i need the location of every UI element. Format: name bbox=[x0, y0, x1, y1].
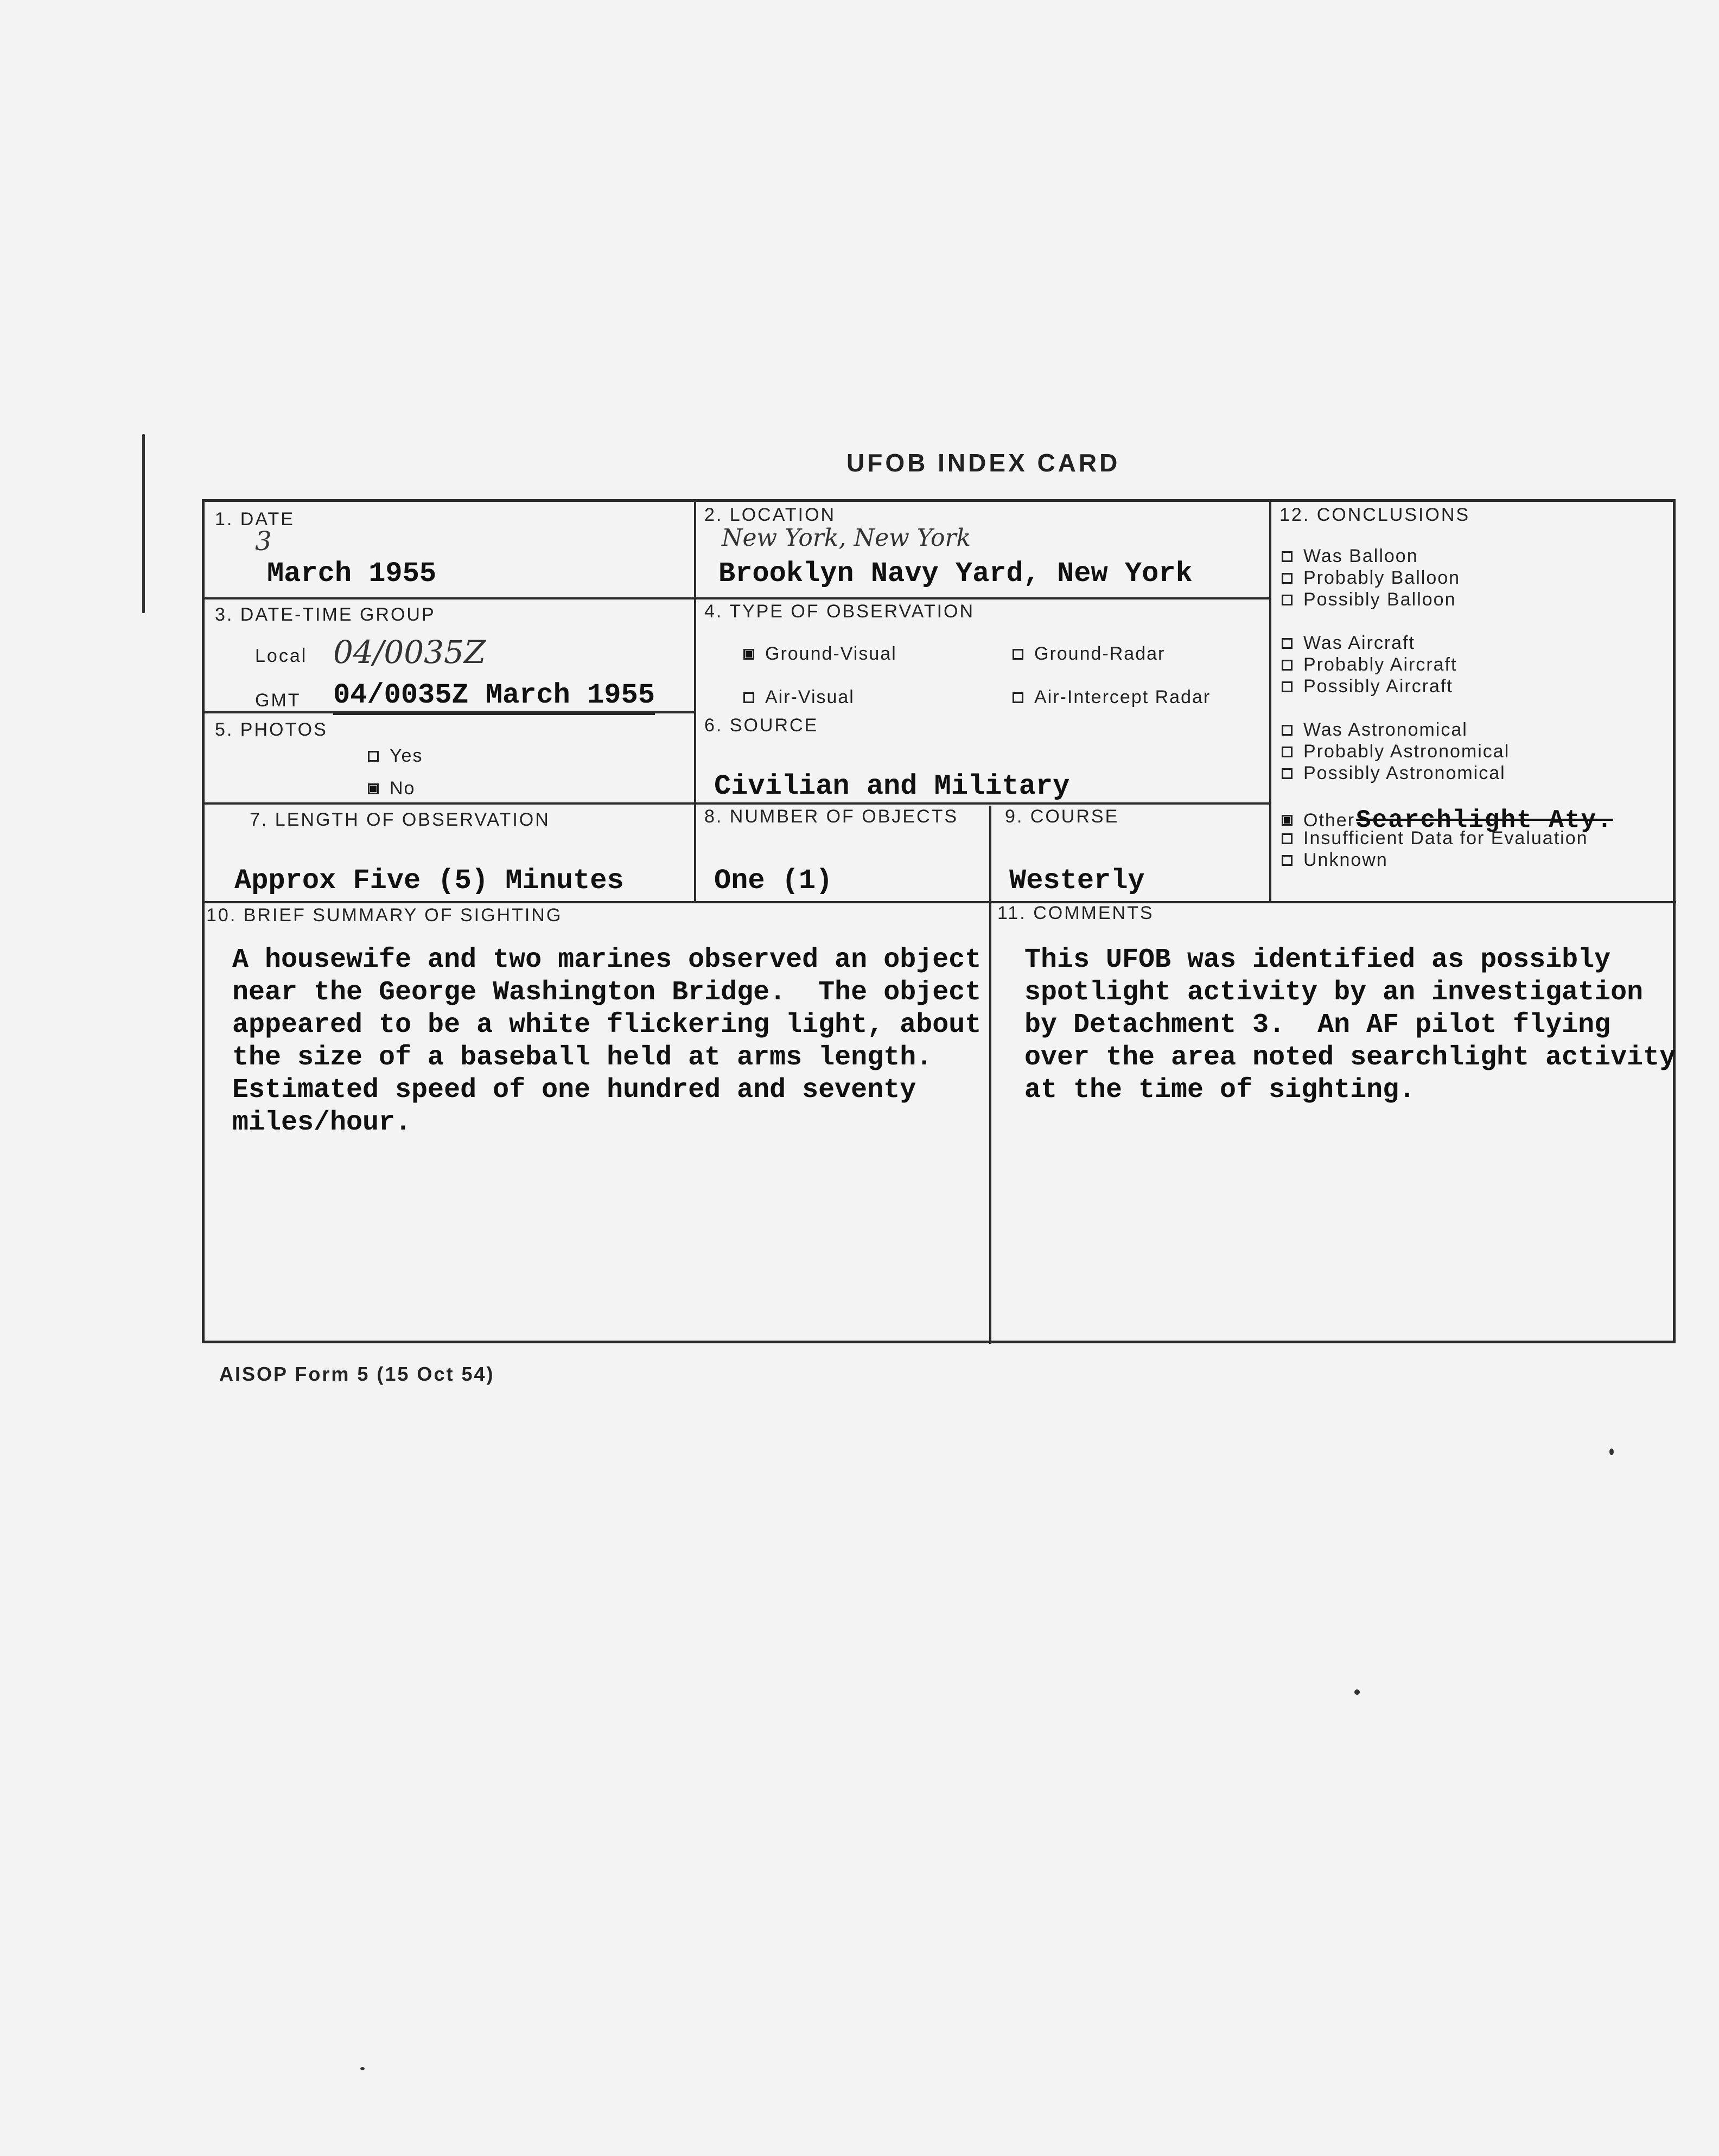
divider bbox=[989, 903, 991, 1344]
course-value: Westerly bbox=[1009, 865, 1145, 897]
checkbox[interactable] bbox=[1282, 747, 1293, 757]
conclusion-item[interactable] bbox=[1282, 633, 1415, 654]
checkbox[interactable] bbox=[368, 751, 379, 762]
conclusion-label: Unknown bbox=[1303, 850, 1388, 870]
form-number: AISOP Form 5 (15 Oct 54) bbox=[219, 1363, 495, 1385]
conclusion-item[interactable] bbox=[1282, 546, 1418, 567]
option-label: Ground-Radar bbox=[1034, 643, 1166, 664]
length-label: 7. LENGTH OF OBSERVATION bbox=[250, 809, 550, 830]
photos-no[interactable] bbox=[368, 778, 415, 799]
summary-text: A housewife and two marines observed an object near the George Washington Bridge. The object appeared to be a white flickering light, about the size of a baseball held at arms length. Estimated speed of one hundred and seventy miles/hour. bbox=[232, 945, 982, 1138]
conclusion-label: Probably Aircraft bbox=[1303, 654, 1457, 675]
scan-speck bbox=[142, 434, 145, 613]
date-value: March 1955 bbox=[267, 558, 437, 590]
option-ground-visual[interactable] bbox=[743, 643, 897, 665]
option-label: Air-Intercept Radar bbox=[1034, 687, 1211, 707]
checkbox[interactable] bbox=[1282, 660, 1293, 671]
conclusion-label: Insufficient Data for Evaluation bbox=[1303, 828, 1588, 849]
source-value: Civilian and Military bbox=[714, 770, 1070, 802]
option-label: Yes bbox=[390, 745, 423, 766]
checkbox[interactable] bbox=[1282, 768, 1293, 779]
summary-label: 10. BRIEF SUMMARY OF SIGHTING bbox=[206, 905, 563, 926]
option-label: Ground-Visual bbox=[765, 643, 897, 664]
number-of-objects-label: 8. NUMBER OF OBJECTS bbox=[704, 806, 959, 827]
conclusion-label: Possibly Aircraft bbox=[1303, 676, 1453, 697]
comments-text: This UFOB was identified as possibly spotlight activity by an investigation by Detachment 3. An AF pilot flying over the area noted searchlight activity at the time of sighting. bbox=[1024, 945, 1676, 1106]
checkbox[interactable] bbox=[1013, 649, 1023, 660]
source-label: 6. SOURCE bbox=[704, 715, 819, 736]
scan-speck bbox=[1609, 1449, 1614, 1455]
conclusion-label: Probably Astronomical bbox=[1303, 741, 1510, 762]
checkbox-checked[interactable] bbox=[1282, 815, 1293, 826]
checkbox[interactable] bbox=[1282, 681, 1293, 692]
option-label: No bbox=[390, 778, 416, 799]
gmt-label: GMT bbox=[255, 690, 301, 711]
checkbox[interactable] bbox=[1282, 638, 1293, 649]
option-air-visual[interactable] bbox=[743, 687, 855, 708]
conclusion-label: Possibly Balloon bbox=[1303, 589, 1456, 610]
divider bbox=[1269, 901, 1676, 903]
conclusion-label: Was Balloon bbox=[1303, 546, 1418, 566]
gmt-value: 04/0035Z March 1955 bbox=[333, 679, 655, 715]
conclusion-label: Was Astronomical bbox=[1303, 719, 1468, 740]
conclusion-item[interactable] bbox=[1282, 654, 1457, 675]
checkbox[interactable] bbox=[1282, 725, 1293, 736]
photos-yes[interactable] bbox=[368, 745, 423, 767]
checkbox[interactable] bbox=[1282, 551, 1293, 562]
conclusion-label: Probably Balloon bbox=[1303, 567, 1461, 588]
conclusion-label: Was Aircraft bbox=[1303, 633, 1415, 653]
other-label: Other bbox=[1303, 809, 1355, 831]
scan-speck bbox=[360, 2067, 365, 2070]
conclusion-item[interactable] bbox=[1282, 719, 1468, 741]
checkbox[interactable] bbox=[743, 692, 754, 703]
location-value: Brooklyn Navy Yard, New York bbox=[718, 558, 1193, 590]
checkbox-checked[interactable] bbox=[368, 783, 379, 794]
conclusion-item[interactable] bbox=[1282, 741, 1510, 762]
type-of-observation-label: 4. TYPE OF OBSERVATION bbox=[704, 601, 975, 622]
conclusion-item[interactable] bbox=[1282, 828, 1588, 849]
location-handwritten: New York, New York bbox=[722, 524, 971, 552]
date-time-group-label: 3. DATE-TIME GROUP bbox=[215, 604, 436, 625]
scan-speck bbox=[1354, 1689, 1360, 1695]
conclusions-label: 12. CONCLUSIONS bbox=[1279, 505, 1470, 525]
course-label: 9. COURSE bbox=[1005, 806, 1119, 827]
conclusion-label: Possibly Astronomical bbox=[1303, 763, 1506, 783]
divider bbox=[694, 502, 696, 903]
divider bbox=[1269, 502, 1271, 903]
divider bbox=[205, 597, 1270, 599]
conclusion-item[interactable] bbox=[1282, 676, 1453, 697]
checkbox[interactable] bbox=[1013, 692, 1023, 703]
option-ground-radar[interactable] bbox=[1013, 643, 1165, 665]
date-label: 1. DATE bbox=[215, 509, 295, 530]
date-handwritten: 3 bbox=[255, 526, 272, 557]
number-of-objects-value: One (1) bbox=[714, 865, 833, 897]
card-title: UFOB INDEX CARD bbox=[846, 449, 1120, 477]
conclusion-item[interactable] bbox=[1282, 763, 1506, 784]
length-value: Approx Five (5) Minutes bbox=[234, 865, 624, 897]
divider bbox=[989, 806, 991, 903]
checkbox[interactable] bbox=[1282, 833, 1293, 844]
divider bbox=[205, 802, 1270, 805]
local-value: 04/0035Z bbox=[333, 634, 486, 671]
conclusion-item[interactable] bbox=[1282, 567, 1460, 589]
checkbox[interactable] bbox=[1282, 595, 1293, 605]
option-air-intercept-radar[interactable] bbox=[1013, 687, 1211, 708]
conclusion-item[interactable] bbox=[1282, 850, 1388, 871]
checkbox[interactable] bbox=[1282, 855, 1293, 866]
location-label: 2. LOCATION bbox=[704, 505, 836, 525]
checkbox-checked[interactable] bbox=[743, 649, 754, 660]
comments-label: 11. COMMENTS bbox=[997, 903, 1154, 923]
conclusion-item[interactable] bbox=[1282, 589, 1456, 610]
local-label: Local bbox=[255, 646, 308, 666]
checkbox[interactable] bbox=[1282, 573, 1293, 584]
other-value: Searchlight Aty. bbox=[1356, 806, 1613, 834]
option-label: Air-Visual bbox=[765, 687, 855, 707]
photos-label: 5. PHOTOS bbox=[215, 719, 328, 740]
